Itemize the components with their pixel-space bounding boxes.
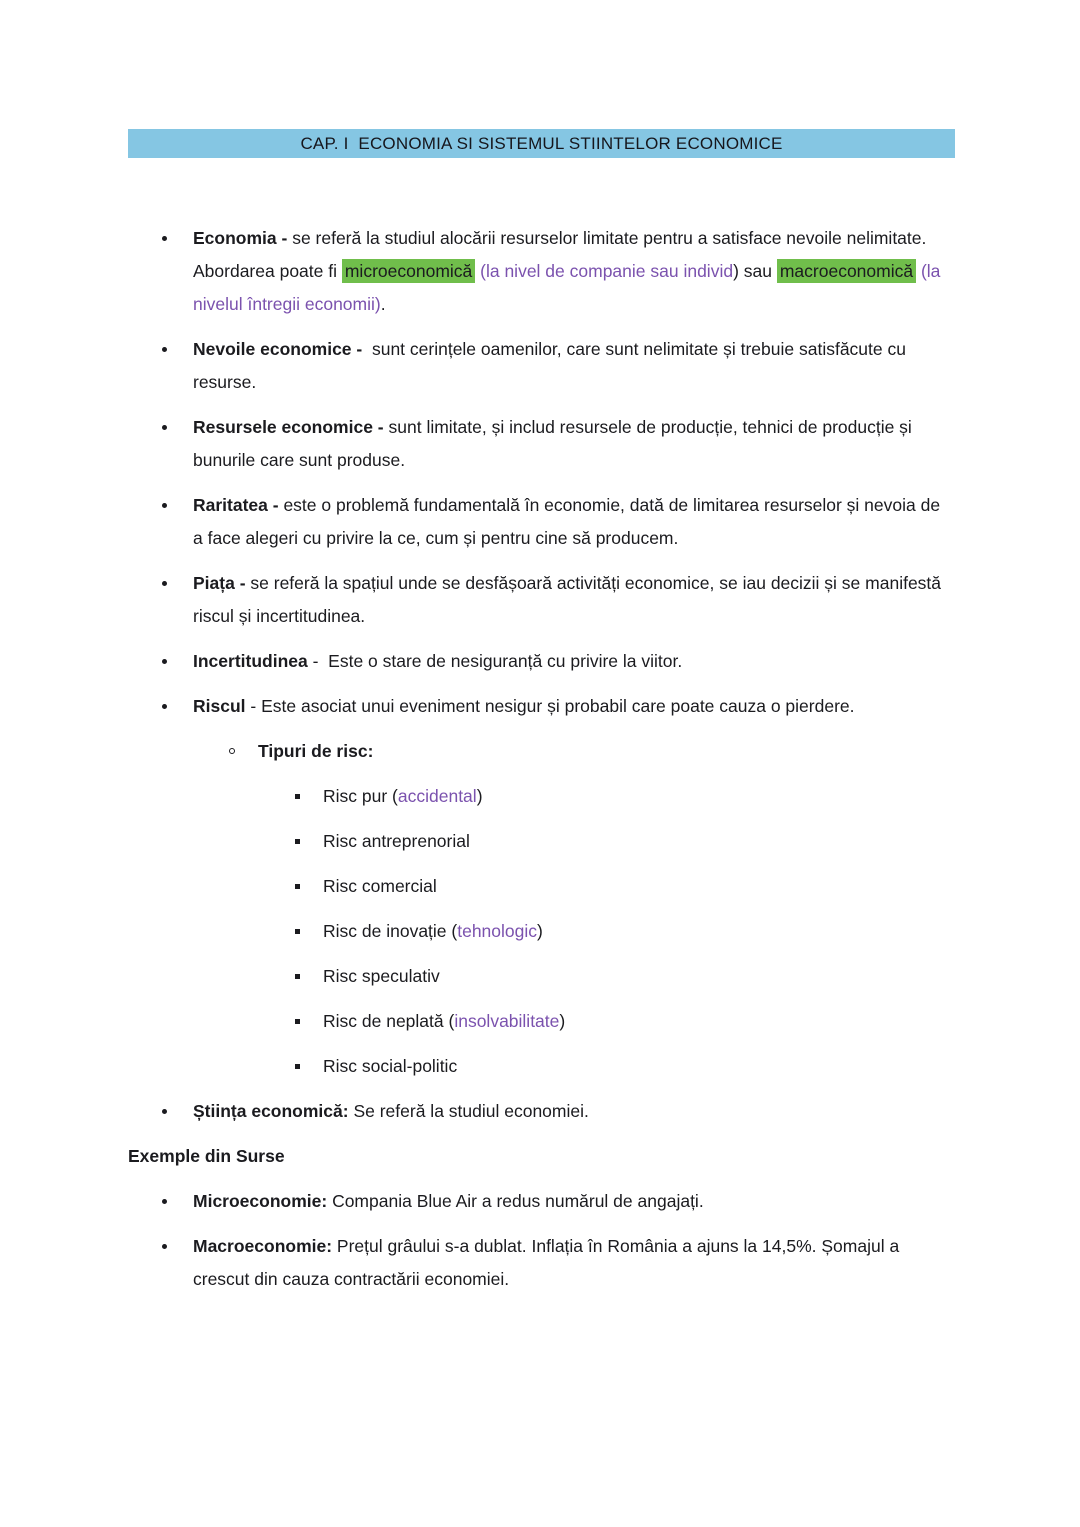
list-item: [128, 411, 948, 477]
paragraph-text: Risc pur (accidental): [323, 786, 483, 806]
list-item: [128, 960, 948, 993]
list-item: [128, 870, 948, 903]
paragraph-text: Risc social-politic: [323, 1056, 458, 1076]
bullet-marker: [295, 794, 300, 799]
bullet-marker: [295, 974, 300, 979]
paragraph-text: Tipuri de risc:: [258, 741, 374, 761]
bullet-marker: [295, 839, 300, 844]
bullet-marker: [295, 1019, 300, 1024]
paragraph-text: Risc de neplată (insolvabilitate): [323, 1011, 566, 1031]
bullet-marker: [295, 929, 300, 934]
paragraph-text: Incertitudinea - Este o stare de nesiguranță cu privire la viitor.: [193, 651, 683, 671]
paragraph-text: Risc comercial: [323, 876, 437, 896]
paragraph-text: Piața - se referă la spațiul unde se desfășoară activități economice, se iau decizii și se manifestă riscul și incertitudinea.: [193, 573, 946, 626]
bullet-marker: [295, 884, 300, 889]
list-item: [128, 1185, 948, 1218]
bullet-marker: [295, 1064, 300, 1069]
bullet-marker: [162, 1199, 167, 1204]
list-item: [128, 1050, 948, 1083]
content-list: [128, 222, 948, 1308]
bullet-marker: [162, 704, 167, 709]
paragraph-text: Economia - se referă la studiul alocării resurselor limitate pentru a satisface nevoile nelimitate. Abordarea poate fi microeconomică (la nivel de companie sau individ) sau macroeconomică (la nivelul întregii economii).: [193, 228, 946, 314]
paragraph-text: Raritatea - este o problemă fundamentală în economie, dată de limitarea resurselor și nevoia de a face alegeri cu privire la ce, cum și pentru cine să producem.: [193, 495, 945, 548]
paragraph-text: Resursele economice - sunt limitate, și includ resursele de producție, tehnici de producție și bunurile care sunt produse.: [193, 417, 917, 470]
list-item: [128, 780, 948, 813]
bullet-marker: [162, 236, 167, 241]
bullet-marker: [229, 748, 235, 754]
bullet-marker: [162, 581, 167, 586]
bullet-marker: [162, 659, 167, 664]
paragraph-text: Risc antreprenorial: [323, 831, 470, 851]
paragraph-text: Microeconomie: Compania Blue Air a redus numărul de angajați.: [193, 1191, 704, 1211]
list-item: [128, 1230, 948, 1296]
list-item: [128, 915, 948, 948]
list-item: [128, 645, 948, 678]
chapter-header: CAP. I ECONOMIA SI SISTEMUL STIINTELOR ECONOMICE: [128, 129, 955, 158]
list-item: [128, 489, 948, 555]
list-item: [128, 567, 948, 633]
bullet-marker: [162, 1244, 167, 1249]
paragraph-text: Macroeconomie: Prețul grâului s-a dublat. Inflația în România a ajuns la 14,5%. Șomajul a crescut din cauza contractării economiei.: [193, 1236, 905, 1289]
list-item: [128, 1095, 948, 1128]
bullet-marker: [162, 347, 167, 352]
bullet-marker: [162, 425, 167, 430]
paragraph-text: Nevoile economice - sunt cerințele oamenilor, care sunt nelimitate și trebuie satisfăcute cu resurse.: [193, 339, 911, 392]
bullet-marker: [162, 1109, 167, 1114]
list-item: [128, 825, 948, 858]
paragraph-text: Știința economică: Se referă la studiul economiei.: [193, 1101, 589, 1121]
list-item: [128, 690, 948, 723]
bullet-marker: [162, 503, 167, 508]
paragraph-text: Riscul - Este asociat unui eveniment nesigur și probabil care poate cauza o pierdere.: [193, 696, 855, 716]
list-item: [128, 735, 948, 768]
paragraph-text: Risc de inovație (tehnologic): [323, 921, 543, 941]
list-item: [128, 222, 948, 321]
list-item: [128, 1005, 948, 1038]
paragraph-text: Exemple din Surse: [128, 1146, 285, 1166]
paragraph-text: Risc speculativ: [323, 966, 440, 986]
section-heading: [128, 1140, 948, 1173]
list-item: [128, 333, 948, 399]
